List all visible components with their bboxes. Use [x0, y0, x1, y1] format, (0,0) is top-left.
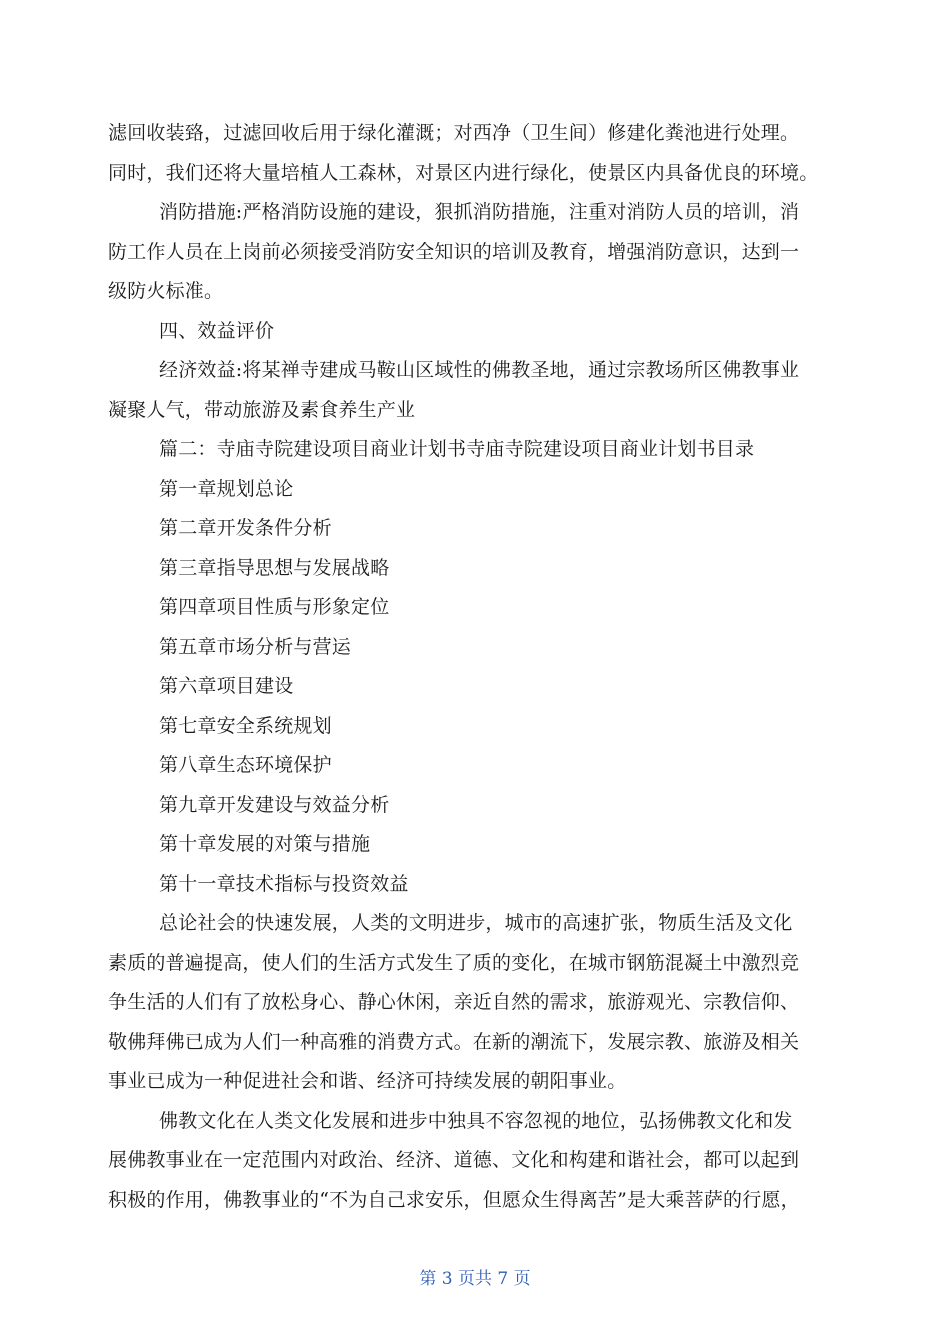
text-line: 防工作人员在上岗前必须接受消防安全知识的培训及教育，增强消防意识，达到一 [108, 240, 800, 263]
text-line: 第十章发展的对策与措施 [159, 833, 371, 855]
text-line: 积极的作用，佛教事业的“不为自己求安乐，但愿众生得离苦”是大乘菩萨的行愿， [108, 1188, 800, 1211]
text-line: 事业已成为一种促进社会和谐、经济可持续发展的朝阳事业。 [108, 1070, 627, 1092]
text-line: 凝聚人气，带动旅游及素食养生产业 [108, 398, 416, 421]
text-line: 第四章项目性质与形象定位 [159, 596, 390, 618]
text-line: 争生活的人们有了放松身心、静心休闲，亲近自然的需求，旅游观光、宗教信仰、 [108, 991, 800, 1013]
text-line: 第五章市场分析与营运 [159, 635, 352, 658]
text-line: 第一章规划总论 [159, 477, 294, 500]
text-line: 佛教文化在人类文化发展和进步中独具不容忽视的地位，弘扬佛教文化和发 [159, 1109, 793, 1132]
text-line: 级防火标准。 [108, 280, 224, 302]
text-line: 第十一章技术指标与投资效益 [159, 872, 409, 895]
text-line: 滤回收装臵，过滤回收后用于绿化灌溉；对西净（卫生间）修建化粪池进行处理。 [108, 122, 800, 144]
text-line: 第九章开发建设与效益分析 [159, 793, 390, 816]
document-body [108, 114, 842, 1220]
text-line: 第三章指导思想与发展战略 [159, 556, 390, 579]
text-line: 第八章生态环境保护 [159, 754, 332, 776]
text-line: 展佛教事业在一定范围内对政治、经济、道德、文化和构建和谐社会，都可以起到 [108, 1149, 800, 1171]
page-number-footer: 第 3 页共 7 页 [419, 1269, 531, 1289]
text-line: 总论社会的快速发展，人类的文明进步，城市的高速扩张，物质生活及文化 [159, 912, 793, 934]
text-line: 第六章项目建设 [159, 675, 294, 697]
text-line: 经济效益:将某禅寺建成马鞍山区域性的佛教圣地，通过宗教场所区佛教事业 [159, 359, 800, 381]
text-line: 消防措施:严格消防设施的建设，狠抓消防措施，注重对消防人员的培训，消 [159, 201, 800, 223]
text-line: 素质的普遍提高，使人们的生活方式发生了质的变化，在城市钢筋混凝土中激烈竞 [108, 951, 800, 974]
text-line: 四、效益评价 [159, 319, 275, 342]
text-line: 同时，我们还将大量培植人工森林，对景区内进行绿化，使景区内具备优良的环境。 [108, 161, 819, 184]
text-line: 敬佛拜佛已成为人们一种高雅的消费方式。在新的潮流下，发展宗教、旅游及相关 [108, 1030, 800, 1053]
text-line: 第七章安全系统规划 [159, 714, 332, 737]
text-line: 篇二：寺庙寺院建设项目商业计划书寺庙寺院建设项目商业计划书目录 [159, 438, 755, 460]
text-line: 第二章开发条件分析 [159, 517, 332, 539]
